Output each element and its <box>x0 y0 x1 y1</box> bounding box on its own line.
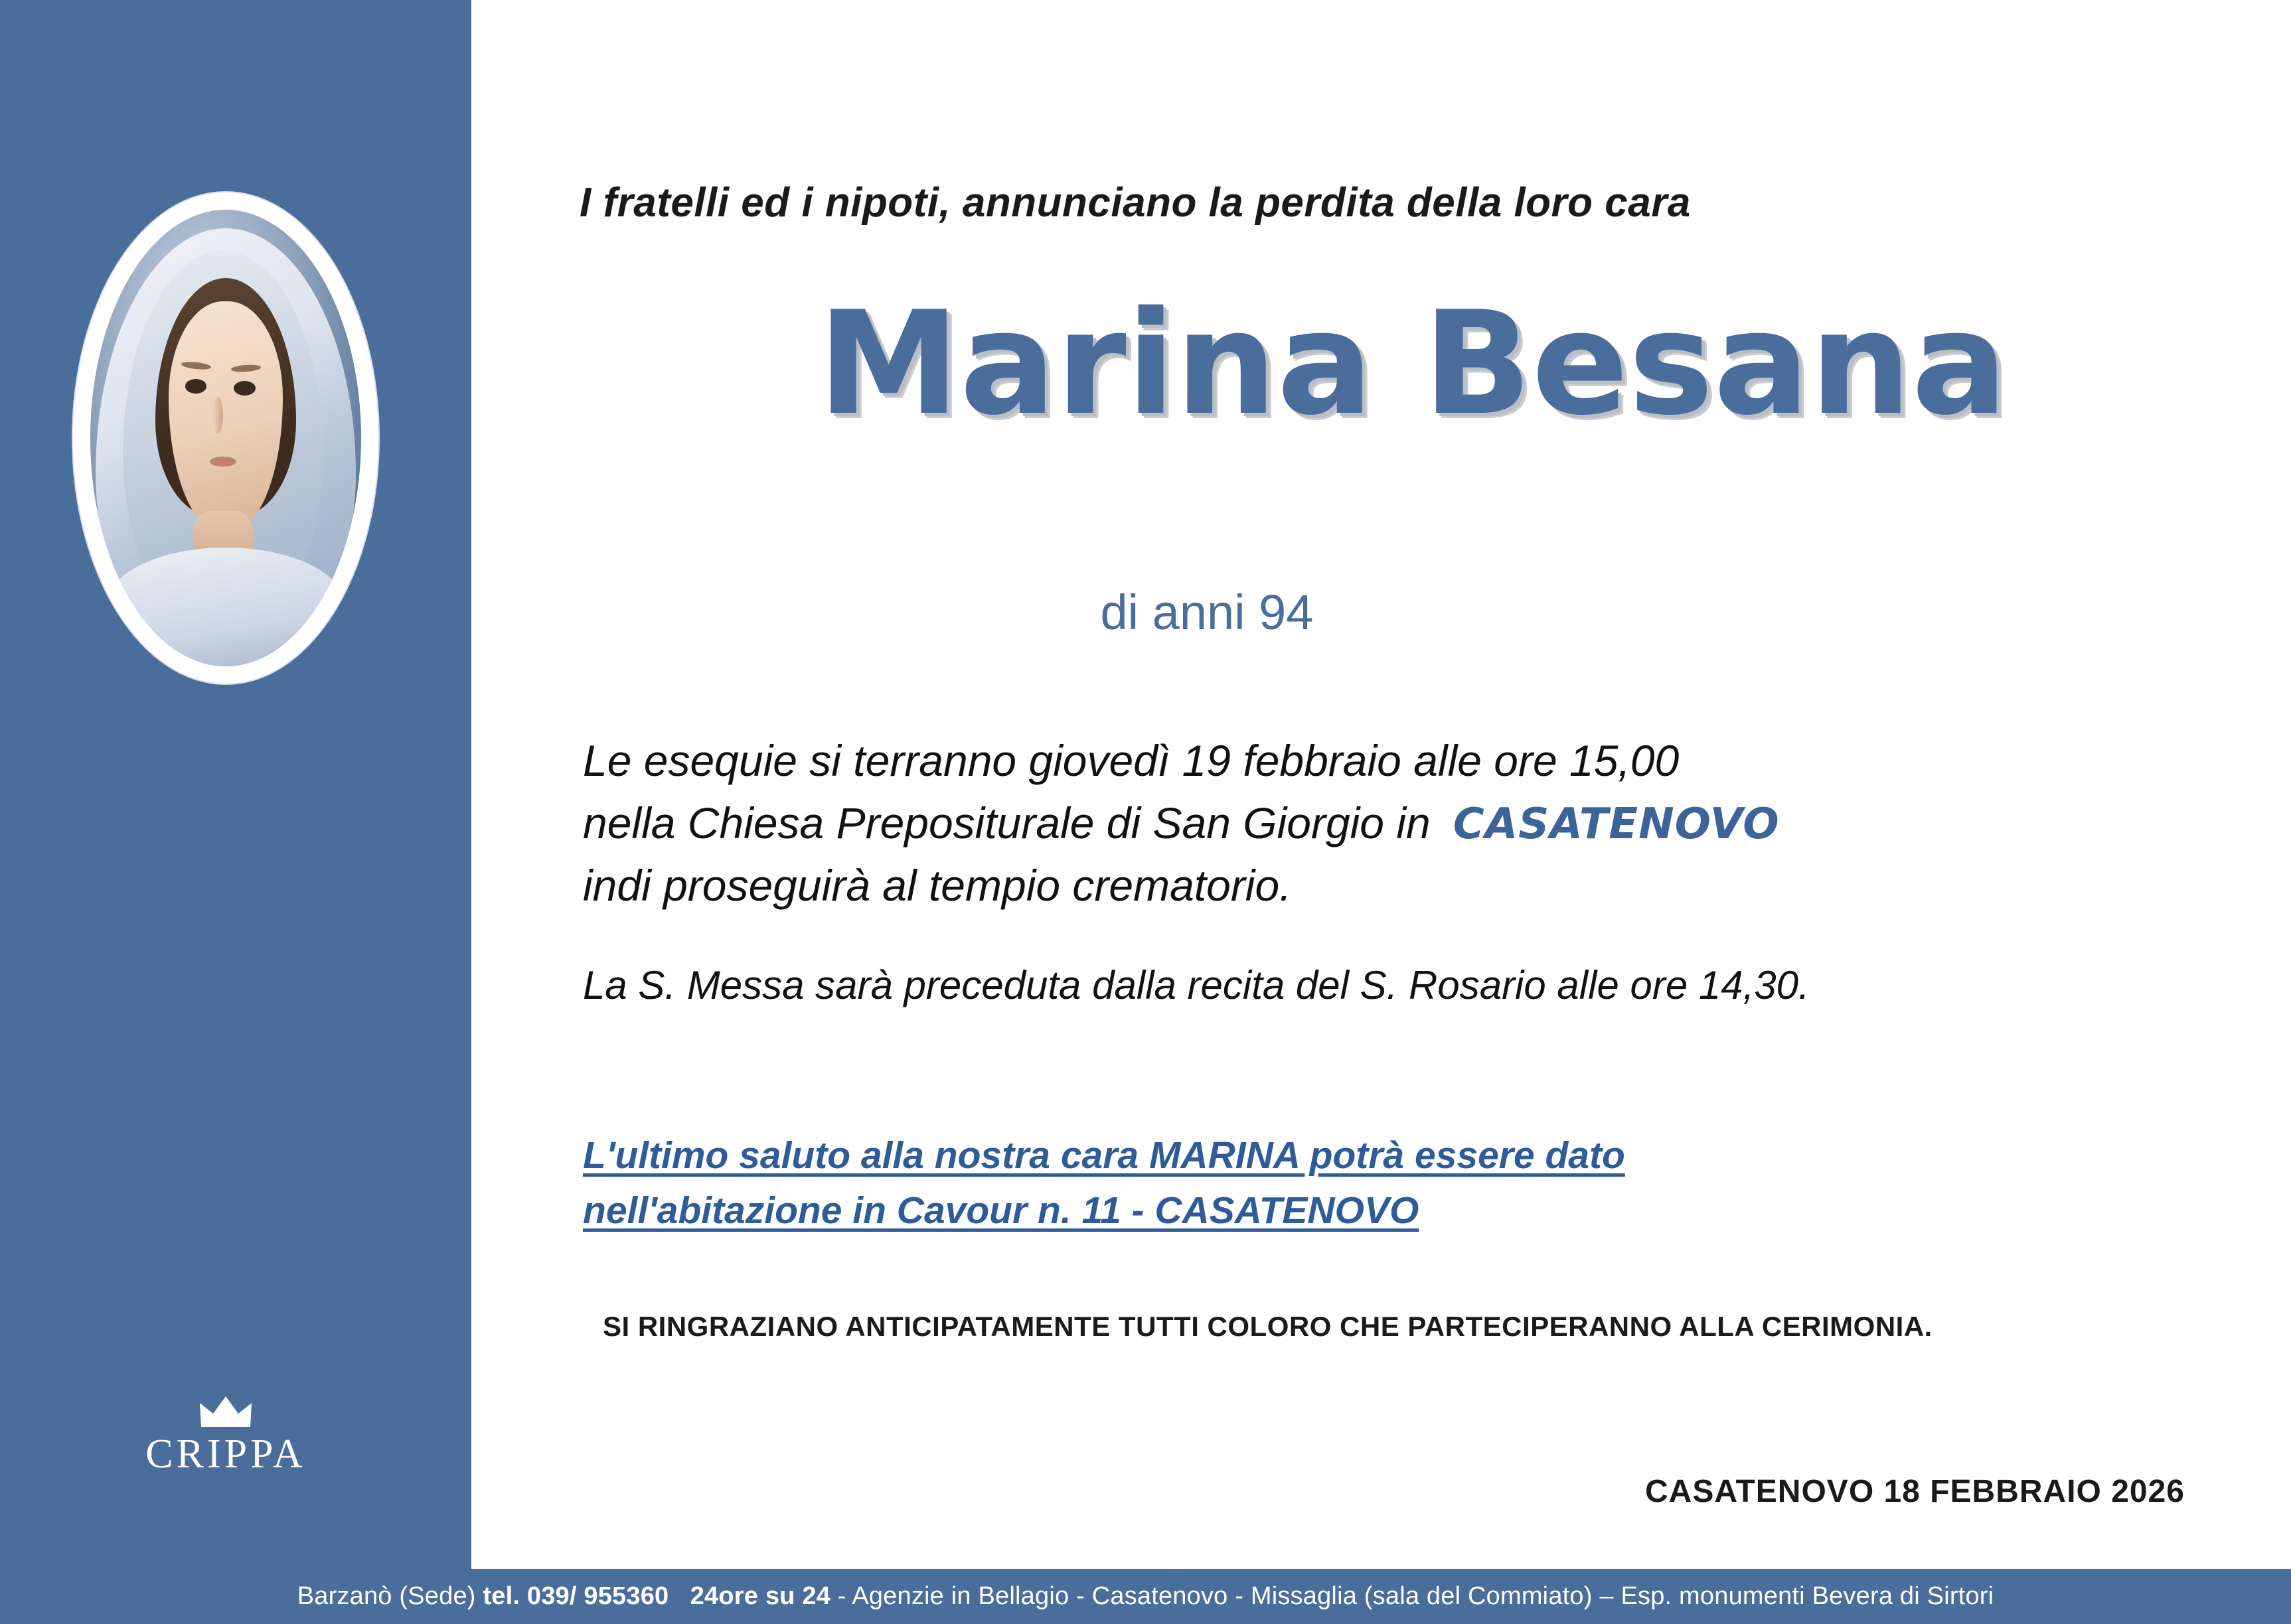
announcement-content <box>477 0 2291 1569</box>
farewell-line-2: nell'abitazione in Cavour n. 11 - CASATENOVO <box>583 1189 1419 1232</box>
madonna-portrait-frame <box>73 192 378 684</box>
funeral-line-2: nella Chiesa Prepositurale di San Giorgio in <box>583 798 1431 848</box>
place-and-date: CASATENOVO 18 FEBBRAIO 2026 <box>1645 1474 2185 1509</box>
farewell-block <box>583 1128 1625 1238</box>
nose-shape <box>212 397 223 433</box>
madonna-portrait-icon <box>90 210 361 666</box>
eye-right-shape <box>234 381 256 396</box>
left-blue-panel <box>0 0 477 1569</box>
face-shape <box>169 301 282 530</box>
funeral-line-3: indi proseguirà al tempio crematorio. <box>583 860 1292 910</box>
age-text: di anni 94 <box>1100 585 1314 640</box>
footer-phone: tel. 039/ 955360 <box>483 1582 669 1610</box>
funeral-line-2-wrapper <box>583 792 1780 855</box>
panel-edge-divider <box>471 0 477 1569</box>
crown-icon <box>197 1394 254 1430</box>
shoulder-shape <box>106 548 345 666</box>
mouth-shape <box>210 457 237 467</box>
footer-bar <box>0 1569 2291 1624</box>
intro-text: I fratelli ed i nipoti, annunciano la perdita della loro cara <box>580 180 1691 226</box>
footer-part-1: Barzanò (Sede) <box>297 1582 476 1610</box>
eye-left-shape <box>185 379 207 394</box>
footer-part-4: - Agenzie in Bellagio - Casatenovo - Missaglia (sala del Commiato) – Esp. monumenti Bevera di Sirtori <box>837 1582 1994 1610</box>
footer-hours: 24ore su 24 <box>690 1582 831 1610</box>
rosary-text: La S. Messa sarà preceduta dalla recita del S. Rosario alle ore 14,30. <box>583 963 1810 1007</box>
agency-name: CRIPPA <box>145 1432 306 1477</box>
funeral-details <box>583 730 1780 917</box>
farewell-line-1: L'ultimo saluto alla nostra cara MARINA potrà essere dato <box>583 1134 1625 1177</box>
thanks-text: SI RINGRAZIANO ANTICIPATAMENTE TUTTI COLORO CHE PARTECIPERANNO ALLA CERIMONIA. <box>603 1311 1933 1342</box>
agency-logo <box>86 1394 365 1475</box>
funeral-town: CASATENOVO <box>1453 799 1780 849</box>
deceased-name: Marina Besana <box>817 280 2008 447</box>
funeral-line-1: Le esequie si terranno giovedì 19 febbraio alle ore 15,00 <box>583 736 1680 785</box>
